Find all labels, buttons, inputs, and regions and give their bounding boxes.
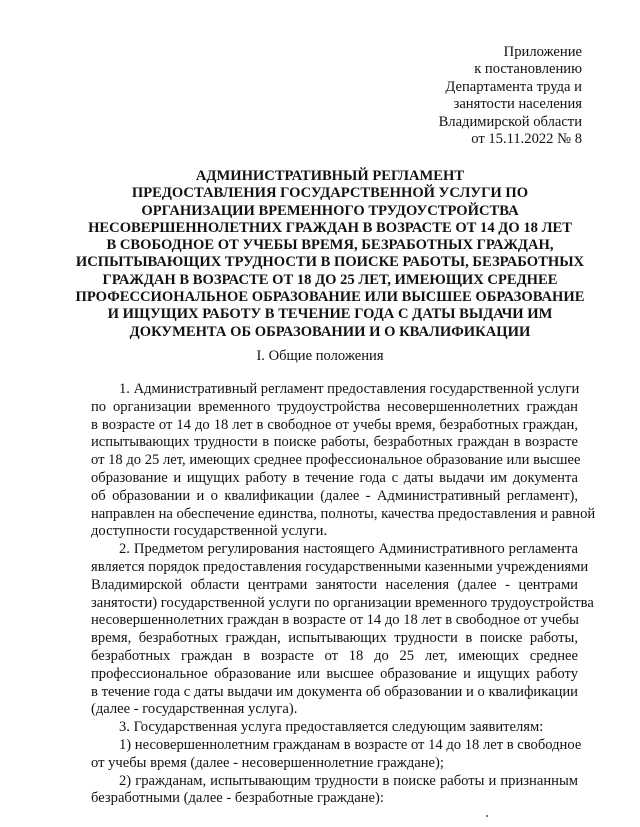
- title-line: ГРАЖДАН В ВОЗРАСТЕ ОТ 18 ДО 25 ЛЕТ, ИМЕЮЩИХ СРЕДНЕЕ: [102, 271, 558, 288]
- annex-line: от 15.11.2022 № 8: [471, 131, 582, 148]
- paragraph-line: от учебы время (далее - несовершеннолетние граждане);: [91, 754, 444, 771]
- paragraph-line: безработных граждан в возрасте от 18 до 25 лет, имеющих среднее: [91, 647, 578, 664]
- paragraph-line: занятости) государственной услуги по организации временного трудоустройства: [91, 594, 594, 611]
- paragraph-line: в возрасте от 14 до 18 лет в свободное от учебы время, безработных граждан,: [91, 416, 578, 433]
- document-body: [91, 381, 596, 808]
- annex-block: [439, 44, 582, 148]
- paragraph-line: Владимирской области центрами занятости населения (далее - центрами: [91, 576, 578, 593]
- scan-speck: [486, 815, 488, 817]
- annex-line: Приложение: [503, 44, 582, 60]
- paragraph-line: об образовании и о квалификации (далее - Административный регламент),: [91, 487, 578, 504]
- paragraph-line: несовершеннолетних граждан в возрасте от 14 до 18 лет в свободное от учебы: [91, 612, 579, 629]
- title-line: ОРГАНИЗАЦИИ ВРЕМЕННОГО ТРУДОУСТРОЙСТВА: [141, 202, 519, 219]
- paragraph-line: от 18 до 25 лет, имеющих среднее профессиональное образование или высшее: [91, 452, 581, 469]
- paragraph-line: 3. Государственная услуга предоставляется следующим заявителям:: [119, 719, 544, 736]
- title-line: ИСПЫТЫВАЮЩИХ ТРУДНОСТИ В ПОИСКЕ РАБОТЫ, БЕЗРАБОТНЫХ: [75, 254, 585, 271]
- title-line: ДОКУМЕНТА ОБ ОБРАЗОВАНИИ И О КВАЛИФИКАЦИИ: [129, 323, 531, 340]
- paragraph-line: образование и ищущих работу в течение года с даты выдачи им документа: [91, 469, 578, 486]
- paragraph-line: в течение года с даты выдачи им документа об образовании и о квалификации: [91, 683, 578, 700]
- paragraph-line: 2. Предметом регулирования настоящего Административного регламента: [119, 541, 578, 558]
- document-title: [70, 168, 590, 341]
- paragraph-line: направлен на обеспечение единства, полноты, качества предоставления и равной: [91, 505, 596, 522]
- title-line: ПРЕДОСТАВЛЕНИЯ ГОСУДАРСТВЕННОЙ УСЛУГИ ПО: [131, 185, 529, 202]
- title-line: В СВОБОДНОЕ ОТ УЧЕБЫ ВРЕМЯ, БЕЗРАБОТНЫХ ГРАЖДАН,: [106, 237, 554, 254]
- paragraph-line: является порядок предоставления государственными казенными учреждениями: [91, 558, 589, 575]
- paragraph-line: 2) гражданам, испытывающим трудности в поиске работы и признанным: [119, 772, 578, 789]
- paragraph-line: доступности государственной услуги.: [91, 523, 328, 540]
- annex-line: к постановлению: [474, 61, 582, 78]
- section-heading: I. Общие положения: [256, 348, 384, 364]
- title-line: НЕСОВЕРШЕННОЛЕТНИХ ГРАЖДАН В ВОЗРАСТЕ ОТ 14 ДО 18 ЛЕТ: [88, 219, 572, 236]
- annex-line: Владимирской области: [438, 113, 582, 130]
- paragraph-line: профессиональное образование или высшее образование и ищущих работу: [91, 665, 578, 682]
- title-line: И ИЩУЩИХ РАБОТУ В ТЕЧЕНИЕ ГОДА С ДАТЫ ВЫДАЧИ ИМ: [107, 306, 553, 323]
- paragraph-line: испытывающих трудности в поиске работы, безработных граждан в возрасте: [91, 434, 578, 451]
- paragraph-line: по организации временного трудоустройства несовершеннолетних граждан: [91, 398, 578, 415]
- paragraph-line: (далее - государственная услуга).: [91, 701, 298, 718]
- annex-line: Департамента труда и: [445, 78, 582, 95]
- paragraph-line: 1. Административный регламент предоставления государственной услуги: [119, 381, 580, 397]
- paragraph-line: безработными (далее - безработные граждане):: [91, 790, 384, 807]
- paragraph-line: время, безработных граждан, испытывающих трудности в поиске работы,: [91, 630, 578, 647]
- annex-line: занятости населения: [453, 96, 582, 113]
- title-line: АДМИНИСТРАТИВНЫЙ РЕГЛАМЕНТ: [195, 168, 465, 184]
- title-line: ПРОФЕССИОНАЛЬНОЕ ОБРАЗОВАНИЕ ИЛИ ВЫСШЕЕ ОБРАЗОВАНИЕ: [75, 289, 585, 306]
- paragraph-line: 1) несовершеннолетним гражданам в возрасте от 14 до 18 лет в свободное: [119, 736, 582, 753]
